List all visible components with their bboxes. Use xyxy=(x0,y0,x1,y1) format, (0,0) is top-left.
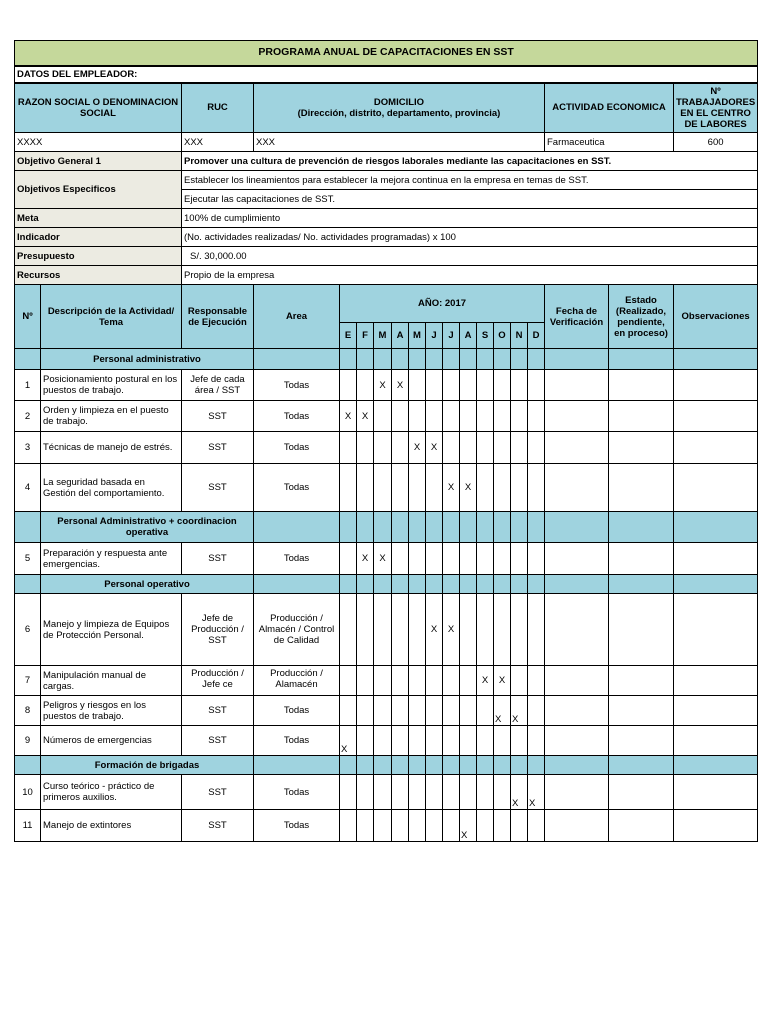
schedule-mark: X xyxy=(511,775,528,810)
row-descripcion: Orden y limpieza en el puesto de trabajo. xyxy=(41,401,182,432)
row-num: 10 xyxy=(15,775,41,810)
row-responsable: SST xyxy=(182,401,254,432)
row-area: Producción / Almacén / Control de Calidad xyxy=(254,594,340,666)
row-area: Todas xyxy=(254,810,340,842)
row-num: 1 xyxy=(15,370,41,401)
month-header: M xyxy=(374,323,392,349)
row-descripcion: Técnicas de manejo de estrés. xyxy=(41,432,182,464)
month-header: O xyxy=(494,323,511,349)
col-header-descripcion: Descripción de la Actividad/ Tema xyxy=(41,285,182,349)
row-area: Todas xyxy=(254,543,340,575)
col-header-area: Area xyxy=(254,285,340,349)
row-area: Todas xyxy=(254,726,340,756)
value-domicilio: XXX xyxy=(254,133,545,152)
row-area: Producción / Alamacén xyxy=(254,666,340,696)
schedule-mark: X xyxy=(443,594,460,666)
col-header-year: AÑO: 2017 xyxy=(340,285,545,323)
row-area: Todas xyxy=(254,775,340,810)
header-trabajadores: Nº TRABAJADORES EN EL CENTRO DE LABORES xyxy=(674,83,758,133)
col-header-num: Nº xyxy=(15,285,41,349)
table-row xyxy=(15,666,758,696)
schedule-mark: X xyxy=(426,432,443,464)
value-ruc: XXX xyxy=(182,133,254,152)
row-descripcion: Posicionamiento postural en los puestos de trabajo. xyxy=(41,370,182,401)
group-label: Personal operativo xyxy=(41,575,254,594)
table-row xyxy=(15,543,758,575)
row-area: Todas xyxy=(254,370,340,401)
meta-label: Meta xyxy=(15,209,182,228)
row-num: 9 xyxy=(15,726,41,756)
row-num: 6 xyxy=(15,594,41,666)
row-num: 8 xyxy=(15,696,41,726)
sheet-title: PROGRAMA ANUAL DE CAPACITACIONES EN SST xyxy=(15,41,758,66)
month-header: F xyxy=(357,323,374,349)
row-descripcion: Preparación y respuesta ante emergencias. xyxy=(41,543,182,575)
presupuesto-value: S/. 30,000.00 xyxy=(182,247,758,266)
schedule-mark: X xyxy=(340,401,357,432)
row-num: 2 xyxy=(15,401,41,432)
table-row xyxy=(15,594,758,666)
row-descripcion: Curso teórico - práctico de primeros auxilios. xyxy=(41,775,182,810)
month-header: A xyxy=(460,323,477,349)
month-header: J xyxy=(443,323,460,349)
row-num: 4 xyxy=(15,464,41,512)
row-num: 5 xyxy=(15,543,41,575)
objetivo-general-label: Objetivo General 1 xyxy=(15,152,182,171)
header-razon-social: RAZON SOCIAL O DENOMINACION SOCIAL xyxy=(15,83,182,133)
row-responsable: SST xyxy=(182,543,254,575)
schedule-mark: X xyxy=(357,543,374,575)
objetivo-especifico-2: Ejecutar las capacitaciones de SST. xyxy=(182,190,758,209)
month-header: M xyxy=(409,323,426,349)
row-num: 11 xyxy=(15,810,41,842)
header-domicilio-sub: (Dirección, distrito, departamento, provincia) xyxy=(297,107,501,119)
value-razon-social: XXXX xyxy=(15,133,182,152)
indicador-value: (No. actividades realizadas/ No. actividades programadas) x 100 xyxy=(182,228,758,247)
schedule-mark: X xyxy=(409,432,426,464)
month-header: J xyxy=(426,323,443,349)
indicador-label: Indicador xyxy=(15,228,182,247)
row-descripcion: Números de emergencias xyxy=(41,726,182,756)
schedule-mark: X xyxy=(494,696,511,726)
group-label: Personal Administrativo + coordinacion operativa xyxy=(41,512,254,543)
schedule-mark: X xyxy=(374,370,392,401)
row-responsable: SST xyxy=(182,432,254,464)
header-ruc: RUC xyxy=(182,83,254,133)
table-row xyxy=(15,726,758,756)
row-descripcion: Manipulación manual de cargas. xyxy=(41,666,182,696)
row-num: 3 xyxy=(15,432,41,464)
row-responsable: Jefe de Producción / SST xyxy=(182,594,254,666)
table-row xyxy=(15,432,758,464)
header-domicilio xyxy=(254,83,545,133)
table-row xyxy=(15,696,758,726)
recursos-label: Recursos xyxy=(15,266,182,285)
group-label: Personal administrativo xyxy=(41,349,254,370)
presupuesto-label: Presupuesto xyxy=(15,247,182,266)
row-responsable: Producción / Jefe ce xyxy=(182,666,254,696)
row-descripcion: La seguridad basada en Gestión del comportamiento. xyxy=(41,464,182,512)
row-descripcion: Peligros y riesgos en los puestos de trabajo. xyxy=(41,696,182,726)
employer-section-label: DATOS DEL EMPLEADOR: xyxy=(15,66,758,83)
schedule-mark: X xyxy=(443,464,460,512)
objetivos-especificos-label: Objetivos Especificos xyxy=(15,171,182,209)
month-header: S xyxy=(477,323,494,349)
schedule-mark: X xyxy=(426,594,443,666)
row-responsable: SST xyxy=(182,464,254,512)
row-responsable: SST xyxy=(182,810,254,842)
value-actividad: Farmaceutica xyxy=(545,133,674,152)
header-domicilio-title: DOMICILIO xyxy=(373,96,425,108)
row-area: Todas xyxy=(254,464,340,512)
objetivo-especifico-1: Establecer los lineamientos para establecer la mejora continua en la empresa en temas de SST. xyxy=(182,171,758,190)
schedule-mark: X xyxy=(477,666,494,696)
schedule-mark: X xyxy=(528,775,545,810)
meta-value: 100% de cumplimiento xyxy=(182,209,758,228)
month-header: N xyxy=(511,323,528,349)
col-header-estado: Estado (Realizado, pendiente, en proceso) xyxy=(609,285,674,349)
table-row xyxy=(15,464,758,512)
schedule-mark: X xyxy=(494,666,511,696)
schedule-mark: X xyxy=(357,401,374,432)
row-area: Todas xyxy=(254,696,340,726)
group-label: Formación de brigadas xyxy=(41,756,254,775)
row-descripcion: Manejo de extintores xyxy=(41,810,182,842)
col-header-responsable: Responsable de Ejecución xyxy=(182,285,254,349)
row-responsable: SST xyxy=(182,775,254,810)
month-header: D xyxy=(528,323,545,349)
header-actividad: ACTIVIDAD ECONOMICA xyxy=(545,83,674,133)
col-header-fecha: Fecha de Verificación xyxy=(545,285,609,349)
table-row xyxy=(15,370,758,401)
schedule-mark: X xyxy=(392,370,409,401)
row-responsable: SST xyxy=(182,726,254,756)
row-responsable: Jefe de cada área / SST xyxy=(182,370,254,401)
row-descripcion: Manejo y limpieza de Equipos de Protección Personal. xyxy=(41,594,182,666)
row-responsable: SST xyxy=(182,696,254,726)
table-row xyxy=(15,775,758,810)
table-row xyxy=(15,810,758,842)
table-row xyxy=(15,401,758,432)
schedule-mark: X xyxy=(340,726,357,756)
month-header: E xyxy=(340,323,357,349)
schedule-mark: X xyxy=(460,810,477,842)
row-num: 7 xyxy=(15,666,41,696)
schedule-mark: X xyxy=(374,543,392,575)
value-trabajadores: 600 xyxy=(674,133,758,152)
row-area: Todas xyxy=(254,401,340,432)
month-header: A xyxy=(392,323,409,349)
objetivo-general-value: Promover una cultura de prevención de riesgos laborales mediante las capacitaciones en SST. xyxy=(182,152,758,171)
row-area: Todas xyxy=(254,432,340,464)
recursos-value: Propio de la empresa xyxy=(182,266,758,285)
schedule-mark: X xyxy=(460,464,477,512)
training-program-table xyxy=(14,40,758,842)
schedule-mark: X xyxy=(511,696,528,726)
col-header-observaciones: Observaciones xyxy=(674,285,758,349)
